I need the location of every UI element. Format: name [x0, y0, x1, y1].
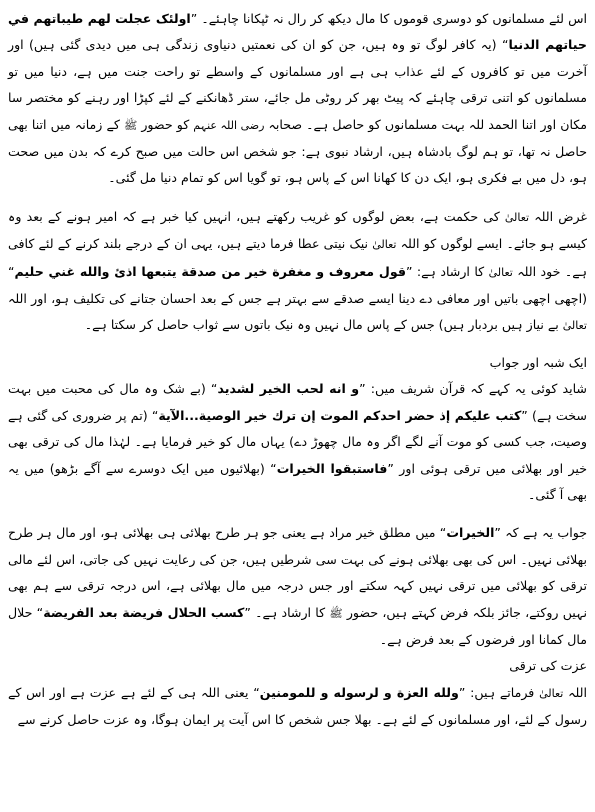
text-run: نیک نیتی عطا فرما دیتے ہیں، یہی ان کے درجے بلند کرنے کے لئے کافی ہے۔ خود اللہ — [8, 236, 587, 279]
arabic-quote: كتب عليكم إذ حضر احدكم الموت إن ترك خير الوصية...الآية — [158, 407, 522, 423]
text-run: اس لئے مسلمانوں کو دوسری قوموں کا مال دیکھ کر رال نہ ٹپکانا چاہئے۔ ” — [190, 11, 588, 26]
arabic-quote: فاستبقوا الخيرات — [276, 460, 388, 476]
honorific: تعالیٰ — [488, 265, 513, 279]
text-run: “ (تم پر ضروری کی گئی ہے وصیت، جب کسی کو موت آنے لگے اگر وہ مال چھوڑ دے) یہاں مال کو خیر فرمایا ہے۔ لہٰذا مال کی ترقی بھی خیر اور بھلائی میں ترقی ہوئی اور ” — [8, 407, 587, 476]
section-heading-honor-progress: عزت کی ترقی — [509, 658, 587, 674]
section-heading-doubt-and-answer: ایک شبہ اور جواب — [489, 354, 587, 370]
text-run: کے زمانہ میں اتنا بھی حاصل نہ تھا، تو ہم لوگ بادشاہ ہیں، ارشاد نبوی ہے: جو شخص اس حالت میں صبح کرے کہ بدن میں صحت ہو، دل میں بے فکری ہو، ایک دن کا کھانا اس کے پاس ہو، تو گویا اس کو تمام دنیا مل گئی۔ — [8, 116, 587, 186]
text-run: کا ارشاد ہے۔ ” — [244, 604, 330, 620]
text-run: “ (بھلائیوں میں ایک دوسرے سے آگے بڑھو) میں یہ بھی آ گئی۔ — [8, 460, 587, 502]
text-run: کا ارشاد ہے: ” — [405, 263, 489, 279]
paragraph-p1 — [8, 6, 587, 192]
arabic-quote: الخيرات — [446, 525, 495, 541]
arabic-quote: قول معروف و مغفرة خير من صدقة يتبعها اذئ والله غني حليم — [14, 263, 406, 279]
text-run: کو حضور — [137, 116, 194, 132]
honorific: رضی اللہ عنہم — [193, 118, 265, 132]
honorific: ﷺ — [329, 606, 343, 620]
honorific: تعالیٰ — [504, 210, 530, 224]
text-run: “ حلال مال کمانا اور فرضوں کے بعد فرض ہے۔ — [8, 604, 587, 647]
honorific: تعالیٰ — [372, 238, 397, 252]
text-run: فرماتے ہیں: ” — [458, 684, 540, 700]
text-run: جواب یہ ہے کہ ” — [494, 525, 587, 541]
text-block-honor — [8, 680, 587, 734]
honorific: تعالیٰ — [562, 319, 587, 333]
text-run: “ (بے شک وہ مال کی محبت میں بہت سخت ہے) ” — [8, 381, 587, 423]
text-block-intro — [8, 6, 587, 340]
paragraph-p4 — [8, 520, 587, 653]
arabic-quote: ولله العزة و لرسوله و للمومنين — [259, 684, 459, 700]
arabic-quote: اولئک عجلت لهم طيباتهم في حياتهم الدنيا — [8, 11, 587, 53]
paragraph-p2 — [8, 204, 587, 340]
text-run: “ (یہ کافر لوگ تو وہ ہیں، جن کو ان کی نعمتیں دنیاوی زندگی ہی میں دیدی گئی ہیں) اور آخرت میں تو کافروں کے لئے عذاب ہی ہے اور مسلمانوں کے واسطے تو راحت جنت میں ہے، دنیا میں تو مسلمانوں کو اتنی ترقی چاہئے کہ پیٹ بھر کر روٹی مل جائے، ستر ڈھانکنے کے لئے کپڑا اور رہنے کو مختصر سا مکان اور اتنا الحمد للہ بہت مسلمانوں کو حاصل ہے۔ صحابہ — [8, 37, 587, 132]
arabic-quote: و انه لحب الخير لشديد — [217, 381, 360, 397]
text-run: “ (اچھی اچھی باتیں اور معافی دے دینا ایسے صدقے سے بہتر ہے جس کے بعد احسان جتانے کی تکلیف ہو، اور اللہ — [8, 263, 587, 307]
text-run: غرض اللہ — [529, 208, 587, 224]
text-block-doubt — [8, 376, 587, 653]
text-run: “ میں مطلق خیر مراد ہے یعنی جو ہر طرح بھلائی ہی بھلائی ہو، اور مال ہر طرح بھلائی نہیں۔ اس کی بھی بھلائی ہونے کی بہت سی شرطیں ہیں، جن کی رعایت نہیں کی جاتی، اس لئے مالی ترقی کو بھلائی میں ترقی نہیں کہہ سکتے اور جس درجہ میں مال بھلائی ہے، اس درجہ ترقی سے ہم بھی نہیں روکتے، جائز بلکہ فرض کہتے ہیں، حضور — [8, 525, 587, 620]
honorific: تعالیٰ — [539, 686, 564, 700]
text-run: “ یعنی اللہ ہی کے لئے ہے عزت ہے اور اس کے رسول کے لئے، اور مسلمانوں کے لئے ہے۔ بھلا جس شخص کا اس آیت پر ایمان ہوگا، وہ عزت حاصل کرنے سے — [8, 684, 587, 728]
paragraph-p3 — [8, 376, 587, 508]
honorific: ﷺ — [123, 118, 138, 132]
arabic-quote: كسب الحلال فريضة بعد الفريضة — [43, 604, 245, 620]
text-run: کی حکمت ہے، بعض لوگوں کو غریب رکھتے ہیں، انہیں کیا خبر ہے کہ امیر ہونے کے بعد وہ کیسے ہو جائے۔ ایسے لوگوں کو اللہ — [8, 208, 587, 252]
text-run: اللہ — [563, 684, 588, 700]
text-run: شاید کوئی یہ کہے کہ قرآن شریف میں: ” — [359, 381, 587, 397]
paragraph-p5 — [8, 680, 587, 734]
text-run: بے نیاز ہیں بردبار ہیں) جس کے پاس مال نہیں وہ نیک باتوں سے ثواب حاصل کر سکتا ہے۔ — [84, 317, 563, 333]
